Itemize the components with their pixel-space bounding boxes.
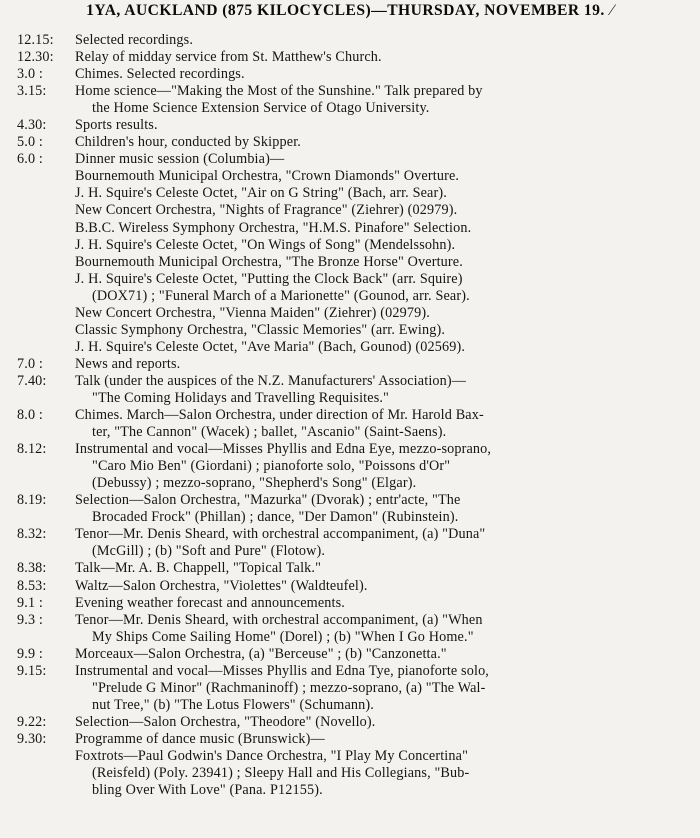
programme-line xyxy=(0,168,700,185)
programme-line xyxy=(0,526,700,543)
programme-text: Morceaux—Salon Orchestra, (a) "Berceuse" ; (b) "Canzonetta." xyxy=(75,645,447,662)
time-label: 4.30: xyxy=(17,117,47,134)
programme-text: J. H. Squire's Celeste Octet, "On Wings of Song" (Mendelssohn). xyxy=(75,236,456,253)
programme-line xyxy=(0,288,700,305)
programme-line xyxy=(0,748,700,765)
programme-text: ter, "The Cannon" (Wacek) ; ballet, "Ascanio" (Saint-Saens). xyxy=(92,424,447,441)
time-label: 9.30: xyxy=(17,730,47,747)
time-label: 6.0 : xyxy=(17,151,43,168)
programme-line xyxy=(0,390,700,407)
programme-text: Bournemouth Municipal Orchestra, "The Bronze Horse" Overture. xyxy=(75,253,463,270)
programme-line xyxy=(0,441,700,458)
programme-text: Foxtrots—Paul Godwin's Dance Orchestra, "I Play My Concertina" xyxy=(75,747,469,764)
time-label: 3.15: xyxy=(17,83,47,100)
programme-line xyxy=(0,543,700,560)
programme-line xyxy=(0,560,700,577)
programme-listing xyxy=(0,32,700,799)
programme-text: Children's hour, conducted by Skipper. xyxy=(75,134,301,151)
programme-line xyxy=(0,509,700,526)
programme-line xyxy=(0,697,700,714)
programme-line xyxy=(0,492,700,509)
programme-line xyxy=(0,134,700,151)
margin-mark: ⁄ xyxy=(610,2,614,19)
programme-line xyxy=(0,202,700,219)
time-label: 8.19: xyxy=(17,492,47,509)
programme-text: Brocaded Frock" (Phillan) ; dance, "Der Damon" (Rubinstein). xyxy=(92,509,459,526)
programme-text: "Prelude G Minor" (Rachmaninoff) ; mezzo-soprano, (a) "The Wal- xyxy=(92,679,486,696)
programme-line xyxy=(0,49,700,66)
programme-text: Talk (under the auspices of the N.Z. Manufacturers' Association)— xyxy=(75,372,467,389)
time-label: 9.9 : xyxy=(17,645,43,662)
time-label: 8.32: xyxy=(17,526,47,543)
programme-line xyxy=(0,714,700,731)
programme-text: (Reisfeld) (Poly. 23941) ; Sleepy Hall and His Collegians, "Bub- xyxy=(92,765,470,782)
programme-text: Waltz—Salon Orchestra, "Violettes" (Waldteufel). xyxy=(75,577,368,594)
programme-text: My Ships Come Sailing Home" (Dorel) ; (b) "When I Go Home." xyxy=(92,628,474,645)
time-label: 7.40: xyxy=(17,372,47,389)
programme-line xyxy=(0,646,700,663)
programme-text: nut Tree," (b) "The Lotus Flowers" (Schumann). xyxy=(92,696,374,713)
programme-line xyxy=(0,254,700,271)
programme-line xyxy=(0,220,700,237)
programme-line xyxy=(0,237,700,254)
programme-line xyxy=(0,663,700,680)
time-label: 9.3 : xyxy=(17,611,43,628)
programme-line xyxy=(0,66,700,83)
programme-line xyxy=(0,612,700,629)
programme-text: "The Coming Holidays and Travelling Requisites." xyxy=(92,389,390,406)
programme-text: Home science—"Making the Most of the Sunshine." Talk prepared by xyxy=(75,83,483,100)
programme-line xyxy=(0,629,700,646)
programme-line xyxy=(0,305,700,322)
programme-text: J. H. Squire's Celeste Octet, "Air on G String" (Bach, arr. Sear). xyxy=(75,185,447,202)
programme-text: J. H. Squire's Celeste Octet, "Ave Maria" (Bach, Gounod) (02569). xyxy=(75,338,466,355)
programme-line xyxy=(0,595,700,612)
programme-text: Classic Symphony Orchestra, "Classic Memories" (arr. Ewing). xyxy=(75,321,446,338)
programme-text: Tenor—Mr. Denis Sheard, with orchestral accompaniment, (a) "Duna" xyxy=(75,526,486,543)
programme-line xyxy=(0,475,700,492)
time-label: 9.22: xyxy=(17,713,47,730)
time-label: 8.53: xyxy=(17,577,47,594)
programme-line xyxy=(0,339,700,356)
time-label: 5.0 : xyxy=(17,134,43,151)
programme-text: Sports results. xyxy=(75,117,158,134)
programme-text: Instrumental and vocal—Misses Phyllis and Edna Tye, pianoforte solo, xyxy=(75,662,490,679)
programme-line xyxy=(0,83,700,100)
programme-text: Dinner music session (Columbia)— xyxy=(75,151,285,168)
programme-text: (Debussy) ; mezzo-soprano, "Shepherd's Song" (Elgar). xyxy=(92,475,417,492)
programme-line xyxy=(0,185,700,202)
programme-text: Selection—Salon Orchestra, "Mazurka" (Dvorak) ; entr'acte, "The xyxy=(75,492,461,509)
time-label: 8.38: xyxy=(17,560,47,577)
programme-line xyxy=(0,731,700,748)
header-title: 1YA, AUCKLAND (875 KILOCYCLES)—THURSDAY, NOVEMBER 19. xyxy=(86,2,605,19)
programme-line xyxy=(0,322,700,339)
programme-line xyxy=(0,373,700,390)
programme-text: New Concert Orchestra, "Vienna Maiden" (Ziehrer) (02979). xyxy=(75,304,430,321)
programme-line xyxy=(0,765,700,782)
time-label: 12.15: xyxy=(17,32,54,48)
programme-text: Relay of midday service from St. Matthew's Church. xyxy=(75,49,382,66)
time-label: 8.0 : xyxy=(17,407,43,424)
time-label: 3.0 : xyxy=(17,66,43,83)
programme-line xyxy=(0,117,700,134)
time-label: 9.1 : xyxy=(17,594,43,611)
time-label: 8.12: xyxy=(17,441,47,458)
programme-text: Instrumental and vocal—Misses Phyllis and Edna Eye, mezzo-soprano, xyxy=(75,441,492,458)
programme-text: Selected recordings. xyxy=(75,32,194,48)
programme-text: Evening weather forecast and announcements. xyxy=(75,594,345,611)
programme-line xyxy=(0,271,700,288)
station-header xyxy=(0,2,700,28)
programme-text: Chimes. Selected recordings. xyxy=(75,66,245,83)
programme-line xyxy=(0,407,700,424)
programme-text: Programme of dance music (Brunswick)— xyxy=(75,730,325,747)
programme-text: Selection—Salon Orchestra, "Theodore" (Novello). xyxy=(75,713,376,730)
time-label: 12.30: xyxy=(17,49,54,66)
programme-line xyxy=(0,151,700,168)
programme-text: (DOX71) ; "Funeral March of a Marionette" (Gounod, arr. Sear). xyxy=(92,287,470,304)
programme-line xyxy=(0,680,700,697)
programme-text: the Home Science Extension Service of Otago University. xyxy=(92,100,430,117)
time-label: 7.0 : xyxy=(17,355,43,372)
programme-text: New Concert Orchestra, "Nights of Fragrance" (Ziehrer) (02979). xyxy=(75,202,458,219)
time-label: 9.15: xyxy=(17,662,47,679)
programme-text: Talk—Mr. A. B. Chappell, "Topical Talk." xyxy=(75,560,322,577)
programme-line xyxy=(0,356,700,373)
programme-text: News and reports. xyxy=(75,355,181,372)
programme-text: (McGill) ; (b) "Soft and Pure" (Flotow). xyxy=(92,543,326,560)
programme-text: "Caro Mio Ben" (Giordani) ; pianoforte solo, "Poissons d'Or" xyxy=(92,458,451,475)
programme-text: Tenor—Mr. Denis Sheard, with orchestral accompaniment, (a) "When xyxy=(75,611,483,628)
programme-line xyxy=(0,32,700,49)
programme-line xyxy=(0,100,700,117)
programme-line xyxy=(0,424,700,441)
programme-text: Chimes. March—Salon Orchestra, under direction of Mr. Harold Bax- xyxy=(75,407,484,424)
programme-text: Bournemouth Municipal Orchestra, "Crown Diamonds" Overture. xyxy=(75,168,460,185)
programme-text: B.B.C. Wireless Symphony Orchestra, "H.M.S. Pinafore" Selection. xyxy=(75,219,472,236)
programme-line xyxy=(0,458,700,475)
programme-line xyxy=(0,578,700,595)
programme-line xyxy=(0,782,700,799)
programme-text: bling Over With Love" (Pana. P12155). xyxy=(92,782,323,799)
programme-text: J. H. Squire's Celeste Octet, "Putting the Clock Back" (arr. Squire) xyxy=(75,270,463,287)
